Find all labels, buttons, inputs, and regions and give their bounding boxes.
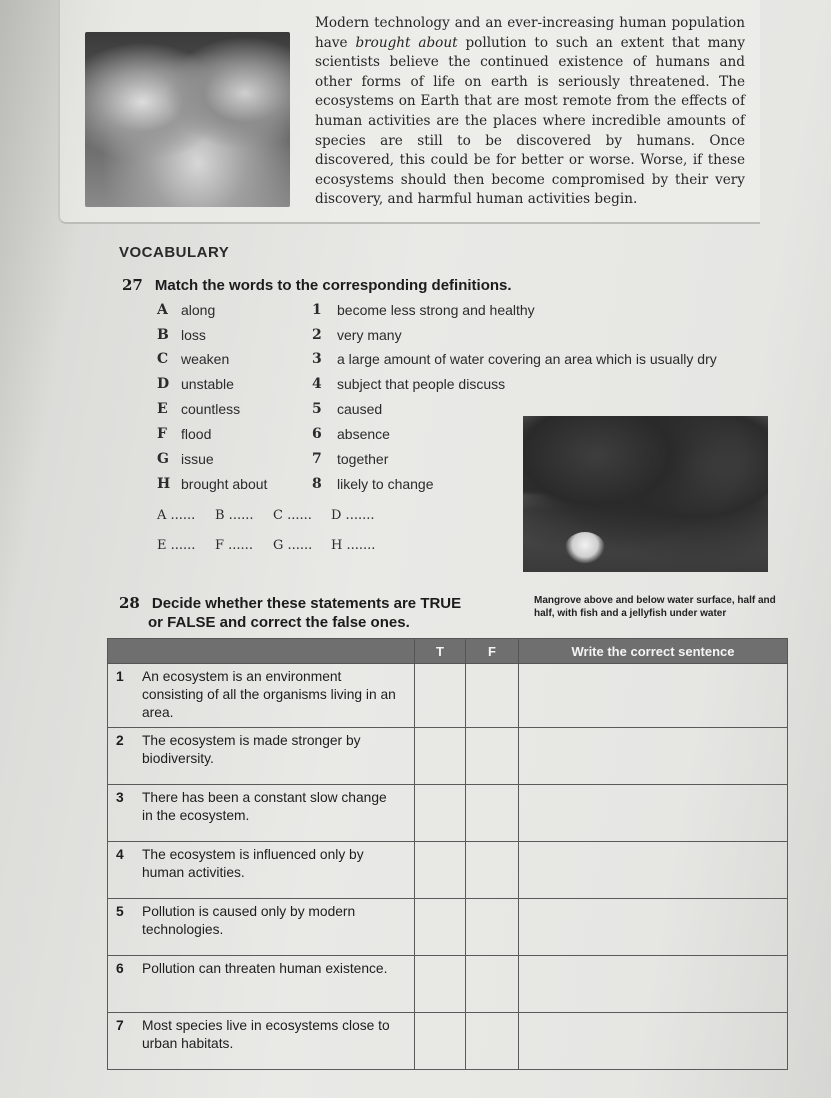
- mangrove-photo: [523, 416, 768, 572]
- exercise-28-number: 28: [119, 594, 140, 612]
- statement-text: Pollution is caused only by modern technologies.: [142, 904, 356, 937]
- statement-number: 1: [116, 669, 124, 684]
- photo-caption: Mangrove above and below water surface, half and half, with fish and a jellyfish under water: [534, 595, 776, 619]
- exercise-28-title: [119, 594, 461, 612]
- definition-number: 8: [312, 476, 322, 492]
- answer-line-1: [157, 508, 389, 523]
- definition-number: 4: [312, 376, 322, 392]
- vocab-word: loss: [181, 327, 206, 343]
- false-checkbox-cell[interactable]: [466, 956, 519, 1013]
- word-letter: D: [157, 376, 170, 392]
- exercise-28-instruction-2: or FALSE and correct the false ones.: [148, 614, 410, 631]
- true-checkbox-cell[interactable]: [415, 842, 466, 899]
- table-row: [108, 785, 788, 842]
- true-checkbox-cell[interactable]: [415, 1013, 466, 1070]
- answer-blank[interactable]: H .......: [331, 538, 376, 553]
- true-checkbox-cell[interactable]: [415, 664, 466, 728]
- vocab-word: along: [181, 302, 216, 318]
- false-checkbox-cell[interactable]: [466, 664, 519, 728]
- statement-text: There has been a constant slow change in the ecosystem.: [142, 790, 387, 823]
- header-true: T: [415, 639, 466, 664]
- vocabulary-heading: VOCABULARY: [119, 244, 230, 261]
- definition-number: 2: [312, 327, 322, 343]
- definition-text: likely to change: [337, 476, 434, 492]
- definition-number: 6: [312, 426, 322, 442]
- table-row: [108, 728, 788, 785]
- table-body: [108, 664, 788, 1070]
- word-letter: C: [157, 351, 169, 367]
- table-row: [108, 842, 788, 899]
- intro-text-1: Modern technology and an ever-increasing human population have: [315, 15, 745, 51]
- false-checkbox-cell[interactable]: [466, 728, 519, 785]
- vocab-word: weaken: [181, 351, 230, 367]
- word-letter: E: [157, 401, 168, 417]
- word-letter: G: [157, 451, 169, 467]
- intro-italic: brought about: [355, 34, 458, 51]
- word-letter: F: [157, 426, 167, 442]
- false-checkbox-cell[interactable]: [466, 899, 519, 956]
- statement-number: 5: [116, 904, 124, 919]
- correct-sentence-cell[interactable]: [519, 956, 788, 1013]
- answer-line-2: [157, 538, 389, 553]
- definition-text: subject that people discuss: [337, 376, 506, 392]
- header-false: F: [466, 639, 519, 664]
- statement-number: 7: [116, 1018, 124, 1033]
- vocab-word: brought about: [181, 476, 268, 492]
- statement-cell: [108, 728, 415, 785]
- answer-blank[interactable]: E ......: [157, 538, 196, 553]
- vocab-word: issue: [181, 451, 214, 467]
- statement-cell: [108, 1013, 415, 1070]
- true-false-table: [107, 638, 788, 1070]
- word-letter: H: [157, 476, 171, 492]
- definition-number: 3: [312, 351, 322, 367]
- correct-sentence-cell[interactable]: [519, 899, 788, 956]
- statement-number: 2: [116, 733, 124, 748]
- jellyfish-shape: [565, 532, 605, 564]
- statement-cell: [108, 956, 415, 1013]
- vocab-word: flood: [181, 426, 212, 442]
- vocab-word: unstable: [181, 376, 234, 392]
- answer-blank[interactable]: B ......: [215, 508, 254, 523]
- correct-sentence-cell[interactable]: [519, 1013, 788, 1070]
- definition-number: 5: [312, 401, 322, 417]
- table-row: [108, 664, 788, 728]
- correct-sentence-cell[interactable]: [519, 842, 788, 899]
- table-row: [108, 899, 788, 956]
- header-correct-sentence: Write the correct sentence: [519, 639, 788, 664]
- answer-blank[interactable]: A ......: [157, 508, 196, 523]
- table-header-row: [108, 639, 788, 664]
- false-checkbox-cell[interactable]: [466, 1013, 519, 1070]
- table-row: [108, 956, 788, 1013]
- intro-paragraph: [315, 14, 745, 210]
- vocab-word: countless: [181, 401, 241, 417]
- definition-text: together: [337, 451, 389, 467]
- statement-text: An ecosystem is an environment consisting of all the organisms living in an area.: [142, 669, 396, 720]
- exercise-28-instruction-1: Decide whether these statements are TRUE: [151, 595, 462, 612]
- intro-text-2: pollution to such an extent that many scientists believe the continued existence of humans and other forms of life on earth is seriously threatened. The ecosystems on Earth that are most remote from the effects of human activities are the places where incredible amounts of species are still to be discovered by humans. Once discovered, this could be for better or worse. Worse, if these ecosystems should then become compromised by their very discovery, and harmful human activities begin.: [315, 34, 745, 208]
- statement-number: 3: [116, 790, 124, 805]
- answer-blank[interactable]: F ......: [215, 538, 253, 553]
- exercise-27-number: 27: [122, 276, 143, 294]
- header-blank: [108, 639, 415, 664]
- statement-number: 6: [116, 961, 124, 976]
- definition-text: absence: [337, 426, 390, 442]
- correct-sentence-cell[interactable]: [519, 728, 788, 785]
- definition-text: caused: [337, 401, 383, 417]
- statement-cell: [108, 899, 415, 956]
- table-row: [108, 1013, 788, 1070]
- correct-sentence-cell[interactable]: [519, 785, 788, 842]
- definition-text: very many: [337, 327, 402, 343]
- true-checkbox-cell[interactable]: [415, 785, 466, 842]
- exercise-27-instruction: Match the words to the corresponding definitions.: [154, 277, 512, 294]
- answer-blank[interactable]: G ......: [273, 538, 313, 553]
- definition-text: a large amount of water covering an area which is usually dry: [337, 351, 717, 367]
- butterfly-bee-photo: [85, 32, 290, 207]
- correct-sentence-cell[interactable]: [519, 664, 788, 728]
- answer-blank[interactable]: D .......: [331, 508, 375, 523]
- word-letter: A: [157, 302, 168, 318]
- statement-number: 4: [116, 847, 124, 862]
- true-checkbox-cell[interactable]: [415, 956, 466, 1013]
- true-checkbox-cell[interactable]: [415, 899, 466, 956]
- statement-cell: [108, 842, 415, 899]
- definition-text: become less strong and healthy: [337, 302, 535, 318]
- definition-number: 1: [312, 302, 322, 318]
- true-checkbox-cell[interactable]: [415, 728, 466, 785]
- statement-text: Most species live in ecosystems close to urban habitats.: [142, 1018, 390, 1051]
- false-checkbox-cell[interactable]: [466, 785, 519, 842]
- statement-text: The ecosystem is influenced only by human activities.: [142, 847, 364, 880]
- word-letter: B: [157, 327, 169, 343]
- statement-cell: [108, 785, 415, 842]
- false-checkbox-cell[interactable]: [466, 842, 519, 899]
- exercise-27-title: [122, 276, 512, 294]
- statement-cell: [108, 664, 415, 728]
- statement-text: Pollution can threaten human existence.: [142, 961, 388, 976]
- definition-number: 7: [312, 451, 322, 467]
- statement-text: The ecosystem is made stronger by biodiversity.: [142, 733, 361, 766]
- answer-blank[interactable]: C ......: [273, 508, 312, 523]
